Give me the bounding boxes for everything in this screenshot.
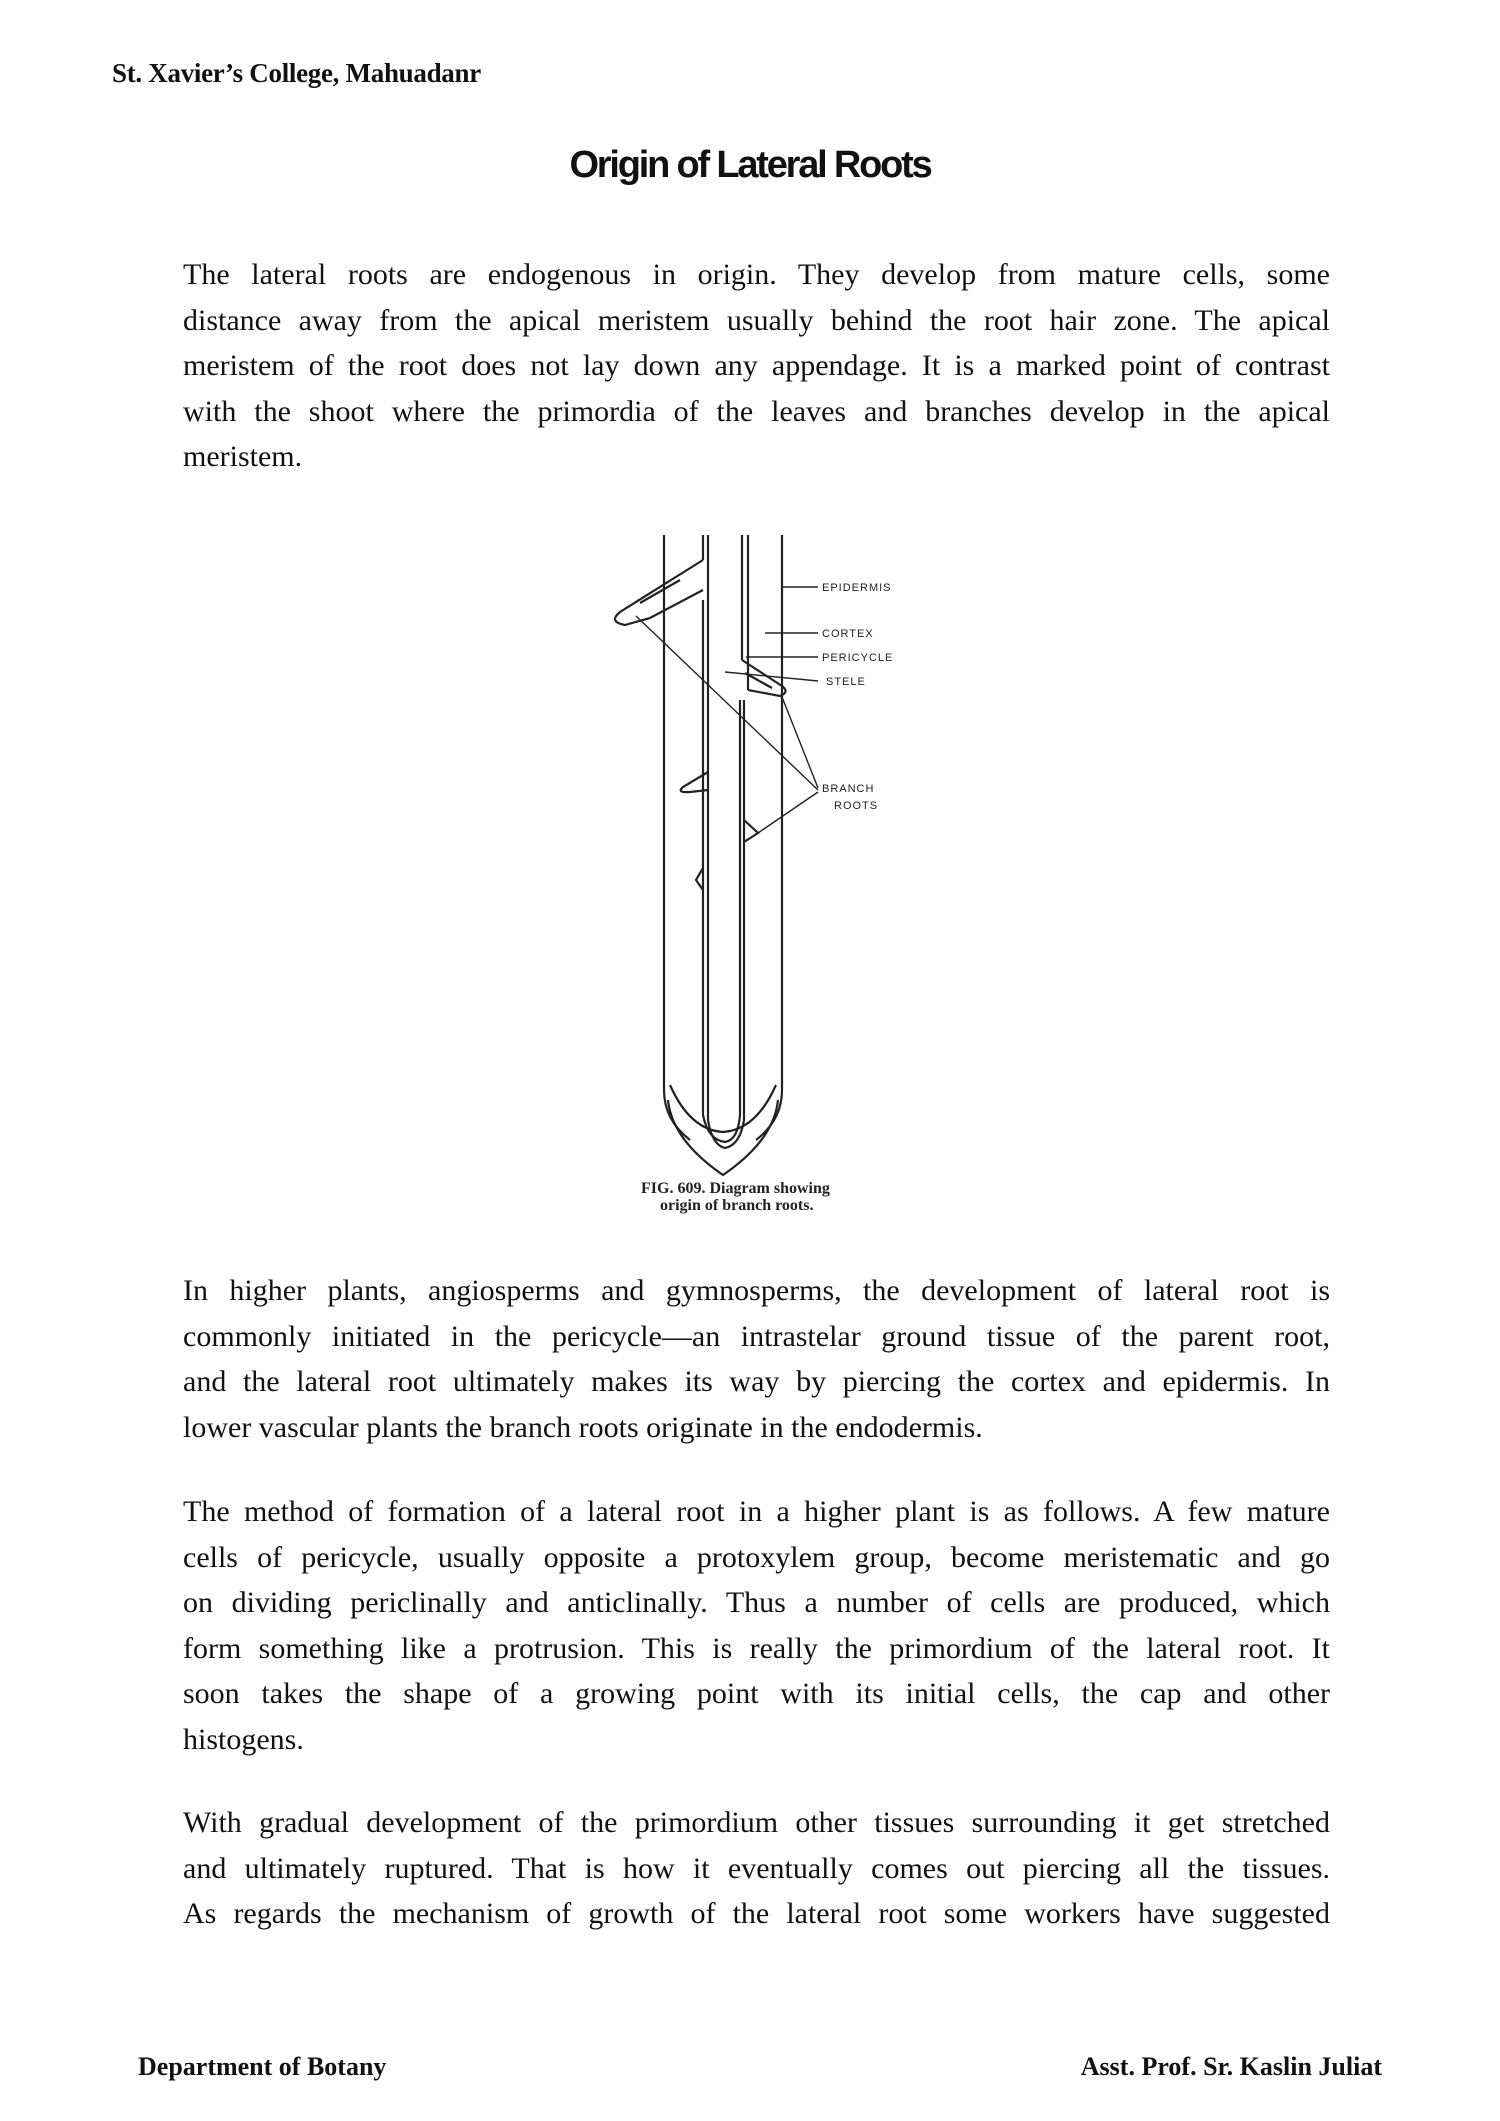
text-line: on dividing periclinally and anticlinally. Thus a number of cells are produced, which: [183, 1586, 1330, 1619]
text-line: The method of formation of a lateral root in a higher plant is as follows. A few mature: [183, 1495, 1330, 1528]
figure-caption-line-2: origin of branch roots.: [660, 1197, 814, 1214]
text-line: As regards the mechanism of growth of the lateral root some workers have suggested: [183, 1897, 1330, 1930]
text-line: cells of pericycle, usually opposite a protoxylem group, become meristematic and go: [183, 1540, 1330, 1574]
text-line: with the shoot where the primordia of the leaves and branches develop in the apical: [183, 394, 1330, 428]
text-line: In higher plants, angiosperms and gymnosperms, the development of lateral root is: [183, 1274, 1330, 1307]
paragraph-2: [183, 1268, 1330, 1450]
label-roots: ROOTS: [834, 800, 879, 812]
text-line: form something like a protrusion. This is really the primordium of the lateral root. It: [183, 1631, 1330, 1665]
label-branch: BRANCH: [822, 783, 875, 795]
text-line: meristem of the root does not lay down any appendage. It is a marked point of contrast: [183, 349, 1330, 382]
paragraph-3: [183, 1489, 1330, 1762]
cortex-boundary: [670, 1085, 776, 1132]
paragraph-4: [183, 1800, 1330, 1937]
text-line: and ultimately ruptured. That is how it eventually comes out piercing all the tissues.: [183, 1851, 1330, 1885]
text-line: lower vascular plants the branch roots originate in the endodermis.: [183, 1410, 983, 1444]
footer-author: Asst. Prof. Sr. Kaslin Juliat: [1080, 2052, 1382, 2081]
epidermis-right-line: [756, 535, 782, 1140]
label-cortex: CORTEX: [822, 628, 874, 640]
text-line: soon takes the shape of a growing point with its initial cells, the cap and other: [183, 1677, 1330, 1710]
text-line: and the lateral root ultimately makes its way by piercing the cortex and epidermis. In: [183, 1365, 1330, 1398]
page-title: Origin of Lateral Roots: [569, 144, 931, 186]
text-line: commonly initiated in the pericycle—an intrastelar ground tissue of the parent root,: [183, 1319, 1330, 1353]
text-line: distance away from the apical meristem usually behind the root hair zone. The apical: [183, 303, 1330, 337]
footer-department: Department of Botany: [138, 2052, 387, 2081]
branch-root-lower-right: [744, 820, 758, 842]
text-line: histogens.: [183, 1722, 304, 1756]
text-line: The lateral roots are endogenous in origin. They develop from mature cells, some: [183, 258, 1330, 291]
epidermis-left-line: [664, 535, 690, 1140]
branch-root-top-left-stele: [640, 580, 680, 603]
text-line: With gradual development of the primordium other tissues surrounding it get stretched: [183, 1806, 1330, 1839]
college-header: St. Xavier’s College, Mahuadanr: [112, 58, 481, 88]
label-pericycle: PERICYCLE: [822, 652, 894, 664]
label-stele: STELE: [826, 676, 866, 688]
text-line: meristem.: [183, 440, 303, 473]
figure-caption-line-1: FIG. 609. Diagram showing: [641, 1180, 830, 1197]
label-epidermis: EPIDERMIS: [822, 582, 892, 594]
